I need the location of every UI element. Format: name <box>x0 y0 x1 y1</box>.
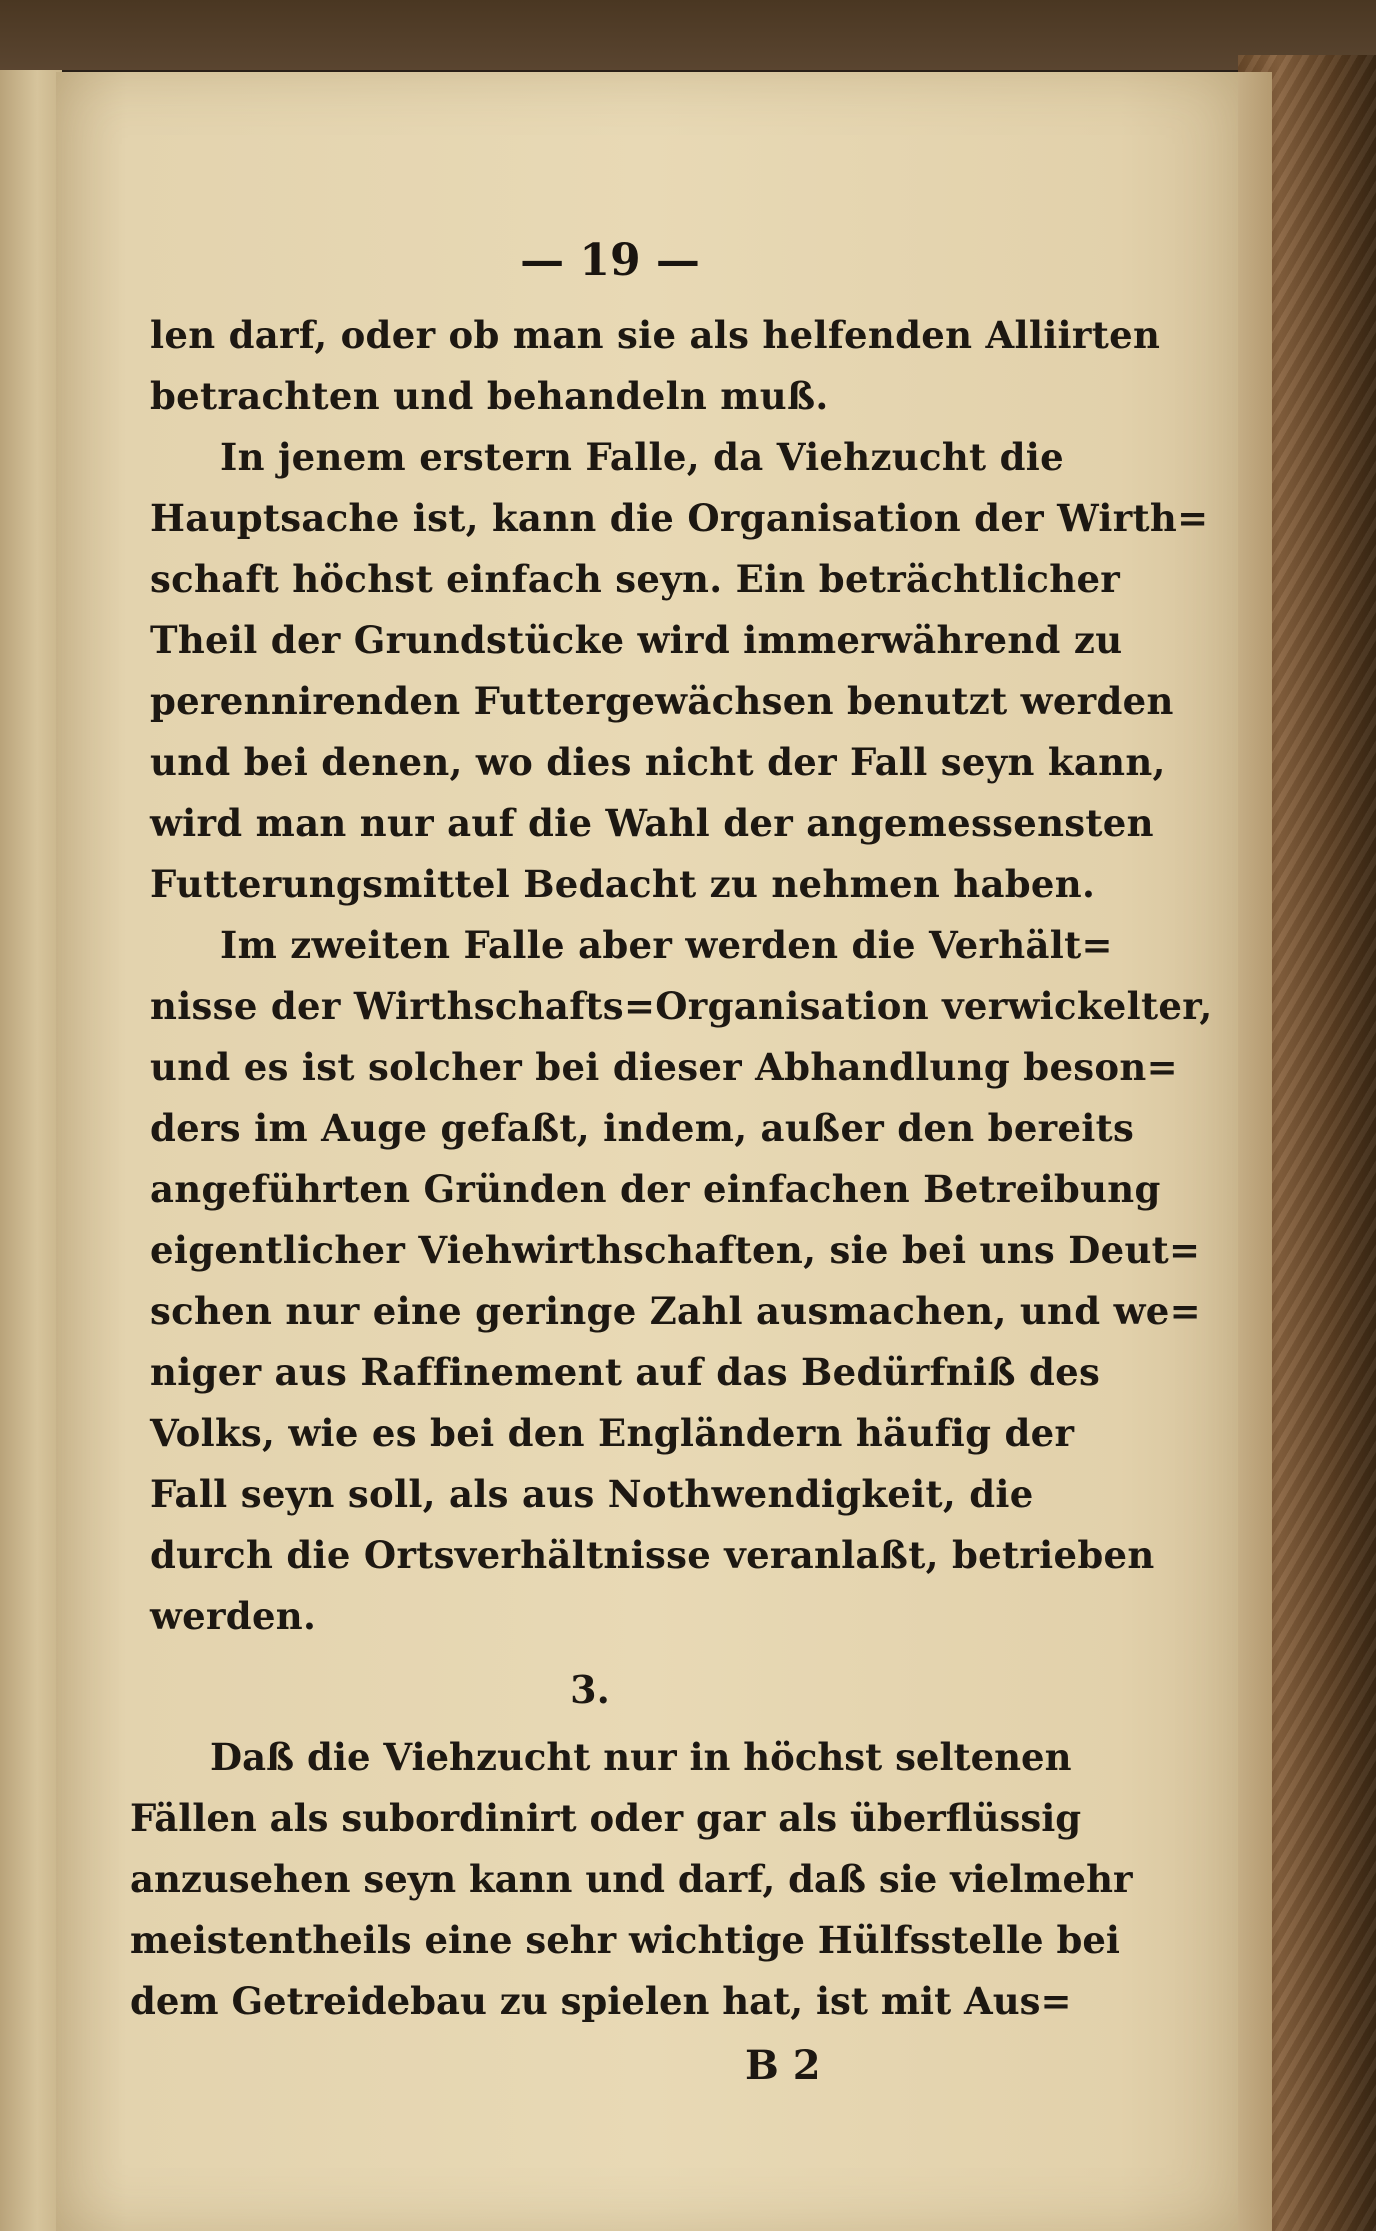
text-line: Volks, wie es bei den Engländern häufig der <box>150 1411 1075 1455</box>
text-line: und bei denen, wo dies nicht der Fall seyn kann, <box>150 740 1166 784</box>
text-line: eigentlicher Viehwirthschaften, sie bei uns Deut= <box>150 1228 1201 1272</box>
previous-page-edge <box>0 70 62 2231</box>
text-line: angeführten Gründen der einfachen Betreibung <box>150 1167 1161 1211</box>
text-line: In jenem erstern Falle, da Viehzucht die <box>220 435 1064 479</box>
text-line: Daß die Viehzucht nur in höchst seltenen <box>210 1735 1072 1779</box>
text-line: meistentheils eine sehr wichtige Hülfsstelle bei <box>130 1918 1120 1962</box>
page-header: — 19 — <box>520 235 700 286</box>
section-number: 3. <box>570 1667 610 1712</box>
text-line: len darf, oder ob man sie als helfenden Alliirten <box>150 313 1161 357</box>
text-line: schen nur eine geringe Zahl ausmachen, und we= <box>150 1289 1201 1333</box>
text-line: Im zweiten Falle aber werden die Verhält= <box>220 923 1113 967</box>
text-line: schaft höchst einfach seyn. Ein beträchtlicher <box>150 557 1121 601</box>
body-text-a <box>150 305 1213 1647</box>
text-line: anzusehen seyn kann und darf, daß sie vielmehr <box>130 1857 1133 1901</box>
text-line: Fall seyn soll, als aus Nothwendigkeit, die <box>150 1472 1034 1516</box>
top-shadow <box>0 0 1376 70</box>
text-line: dem Getreidebau zu spielen hat, ist mit Aus= <box>130 1979 1072 2023</box>
text-line: betrachten und behandeln muß. <box>150 374 829 418</box>
body-text-b <box>130 1727 1133 2032</box>
text-line: Futterungsmittel Bedacht zu nehmen haben. <box>150 862 1096 906</box>
text-line: Hauptsache ist, kann die Organisation der Wirth= <box>150 496 1209 540</box>
text-line: durch die Ortsverhältnisse veranlaßt, betrieben <box>150 1533 1155 1577</box>
text-line: wird man nur auf die Wahl der angemessensten <box>150 801 1154 845</box>
text-line: Theil der Grundstücke wird immerwährend zu <box>150 618 1123 662</box>
signature-mark: B 2 <box>745 2042 821 2089</box>
text-line: niger aus Raffinement auf das Bedürfniß des <box>150 1350 1101 1394</box>
text-line: ders im Auge gefaßt, indem, außer den bereits <box>150 1106 1135 1150</box>
page-edge <box>1238 72 1272 2231</box>
text-line: werden. <box>150 1594 317 1638</box>
text-line: nisse der Wirthschafts=Organisation verwickelter, <box>150 984 1213 1028</box>
text-line: und es ist solcher bei dieser Abhandlung beson= <box>150 1045 1178 1089</box>
text-line: Fällen als subordinirt oder gar als überflüssig <box>130 1796 1082 1840</box>
text-line: perennirenden Futtergewächsen benutzt werden <box>150 679 1174 723</box>
